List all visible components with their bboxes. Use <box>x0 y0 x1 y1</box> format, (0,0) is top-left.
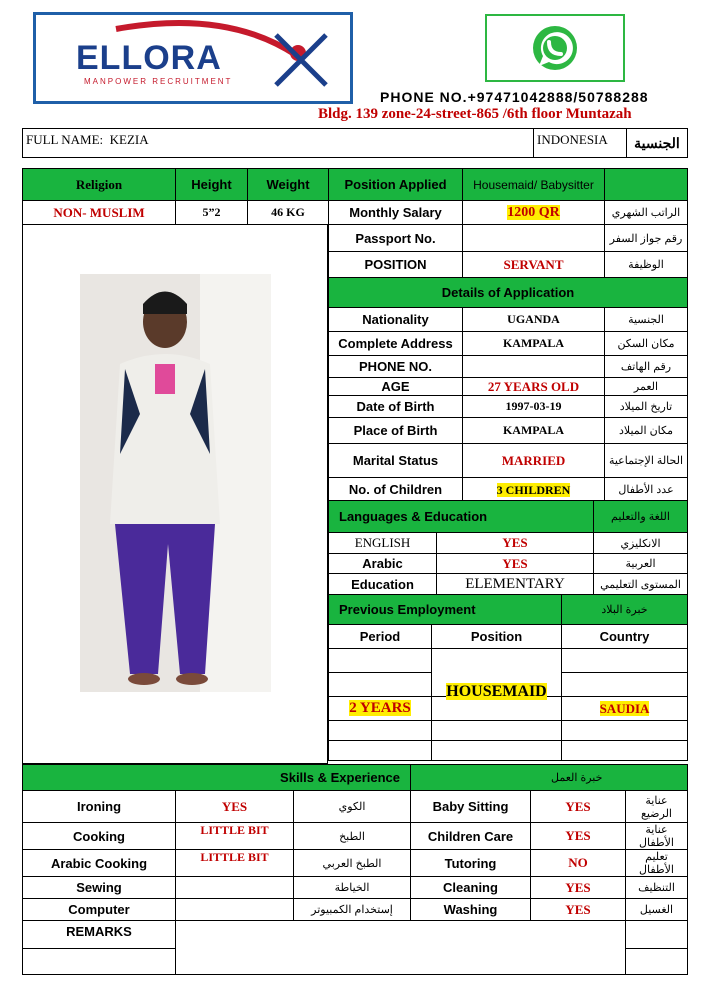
skill-tutoring-label: Tutoring <box>411 850 531 877</box>
phone-arabic: رقم الهاتف <box>605 356 688 378</box>
religion-value: NON- MUSLIM <box>23 201 176 225</box>
salary-value: 1200 QR <box>507 205 560 220</box>
skill-tutoring-arabic: تعليم الأطفال <box>626 850 688 877</box>
employment-position-header: Position <box>432 625 562 649</box>
skill-ironing-arabic: الكوي <box>294 791 411 823</box>
company-address: Bldg. 139 zone-24-street-865 /6th floor Muntazah <box>318 106 632 122</box>
education-label: Education <box>329 574 437 595</box>
english-label: ENGLISH <box>329 533 437 554</box>
passport-arabic: رقم جواز السفر <box>605 225 688 252</box>
children-value: 3 CHILDREN <box>496 482 571 497</box>
full-name-label: FULL NAME: <box>26 132 104 147</box>
remarks-value <box>176 921 626 975</box>
employment-section-header: Previous Employment <box>329 595 562 625</box>
details-section-header: Details of Application <box>329 278 688 308</box>
age-arabic: العمر <box>605 378 688 396</box>
skill-ironing-value: YES <box>176 791 294 823</box>
address-arabic: مكان السكن <box>605 332 688 356</box>
nationality-value: INDONESIA <box>534 129 627 158</box>
skill-computer-arabic: إستخدام الكمبيوتر <box>294 899 411 921</box>
children-label: No. of Children <box>329 478 463 502</box>
marital-label: Marital Status <box>329 444 463 478</box>
height-value: 5”2 <box>176 201 248 225</box>
skill-tutoring-value: NO <box>531 850 626 877</box>
education-value: ELEMENTARY <box>437 574 594 595</box>
address-label: Complete Address <box>329 332 463 356</box>
position-value: SERVANT <box>463 252 605 278</box>
position-label: POSITION <box>329 252 463 278</box>
languages-section-header: Languages & Education <box>329 501 594 533</box>
skill-babysitting-label: Baby Sitting <box>411 791 531 823</box>
education-arabic: المستوى التعليمي <box>594 574 688 595</box>
logo-subtitle: MANPOWER RECRUITMENT <box>84 77 233 86</box>
arabic-value: YES <box>437 554 594 574</box>
logo-text: ELLORA <box>76 39 222 77</box>
passport-label: Passport No. <box>329 225 463 252</box>
arabic-arabic: العربية <box>594 554 688 574</box>
company-logo <box>33 12 353 104</box>
dob-arabic: تاريخ الميلاد <box>605 396 688 418</box>
salary-arabic: الراتب الشهري <box>605 201 688 225</box>
age-label: AGE <box>329 378 463 396</box>
employment-country-value: SAUDIA <box>599 700 650 716</box>
languages-section-arabic: اللغة والتعليم <box>594 501 688 533</box>
country-header: Country <box>562 625 688 649</box>
full-name-value: KEZIA <box>109 132 149 147</box>
weight-value: 46 KG <box>248 201 329 225</box>
height-header: Height <box>176 169 248 201</box>
skill-washing-value: YES <box>531 899 626 921</box>
salary-label: Monthly Salary <box>329 201 463 225</box>
whatsapp-icon <box>487 16 623 80</box>
skill-ironing-label: Ironing <box>23 791 176 823</box>
nationality-detail-value: UGANDA <box>463 308 605 332</box>
skill-sewing-label: Sewing <box>23 877 176 899</box>
skill-arabic-cooking-label: Arabic Cooking <box>23 850 176 877</box>
candidate-photo <box>80 274 271 692</box>
name-table <box>22 128 688 158</box>
skill-sewing-value <box>176 877 294 899</box>
skills-section-arabic: خبرة العمل <box>411 765 688 791</box>
skill-cleaning-value: YES <box>531 877 626 899</box>
skill-babysitting-value: YES <box>531 791 626 823</box>
employment-position-value: HOUSEMAID <box>446 683 547 700</box>
position-applied-value: Housemaid/ Babysitter <box>463 169 605 201</box>
nationality-label: Nationality <box>329 308 463 332</box>
pob-arabic: مكان الميلاد <box>605 418 688 444</box>
employment-table <box>328 594 688 761</box>
skills-table <box>22 764 688 975</box>
nationality-detail-arabic: الجنسية <box>605 308 688 332</box>
details-table <box>328 224 688 502</box>
skill-cleaning-label: Cleaning <box>411 877 531 899</box>
skill-cooking-label: Cooking <box>23 823 176 850</box>
phone-value <box>463 356 605 378</box>
skill-sewing-arabic: الخياطة <box>294 877 411 899</box>
pob-value: KAMPALA <box>463 418 605 444</box>
skill-cleaning-arabic: التنظيف <box>626 877 688 899</box>
skill-childcare-value: YES <box>531 823 626 850</box>
skill-computer-label: Computer <box>23 899 176 921</box>
skill-computer-value <box>176 899 294 921</box>
skill-cooking-value: LITTLE BIT <box>176 823 294 850</box>
dob-value: 1997-03-19 <box>463 396 605 418</box>
english-arabic: الانكليزي <box>594 533 688 554</box>
religion-header: Religion <box>23 169 176 201</box>
languages-table <box>328 500 688 595</box>
skill-childcare-label: Children Care <box>411 823 531 850</box>
full-name-cell <box>23 129 534 158</box>
position-applied-header: Position Applied <box>329 169 463 201</box>
period-header: Period <box>329 625 432 649</box>
marital-value: MARRIED <box>463 444 605 478</box>
employment-section-arabic: خبرة البلاد <box>562 595 688 625</box>
phone-number: PHONE NO.+97471042888/50788288 <box>380 89 649 105</box>
remarks-label: REMARKS <box>23 921 176 949</box>
english-value: YES <box>437 533 594 554</box>
pob-label: Place of Birth <box>329 418 463 444</box>
age-value: 27 YEARS OLD <box>463 378 605 396</box>
phone-label: PHONE NO. <box>329 356 463 378</box>
whatsapp-logo <box>485 14 625 82</box>
passport-value <box>463 225 605 252</box>
skills-section-header: Skills & Experience <box>23 765 411 791</box>
skill-babysitting-arabic: عناية الرضيع <box>626 791 688 823</box>
position-applied-blank <box>605 169 688 201</box>
children-arabic: عدد الأطفال <box>605 478 688 502</box>
skill-arabic-cooking-value: LITTLE BIT <box>176 850 294 877</box>
skill-arabic-cooking-arabic: الطبخ العربي <box>294 850 411 877</box>
position-arabic: الوظيفة <box>605 252 688 278</box>
weight-header: Weight <box>248 169 329 201</box>
skill-washing-label: Washing <box>411 899 531 921</box>
skill-cooking-arabic: الطبخ <box>294 823 411 850</box>
basic-info-table <box>22 168 688 225</box>
marital-arabic: الحالة الإجتماعية <box>605 444 688 478</box>
skill-washing-arabic: الغسيل <box>626 899 688 921</box>
arabic-label: Arabic <box>329 554 437 574</box>
nationality-arabic: الجنسية <box>627 129 688 158</box>
skill-childcare-arabic: عناية الأطفال <box>626 823 688 850</box>
address-value: KAMPALA <box>463 332 605 356</box>
dob-label: Date of Birth <box>329 396 463 418</box>
employment-period-value: 2 YEARS <box>349 700 411 716</box>
